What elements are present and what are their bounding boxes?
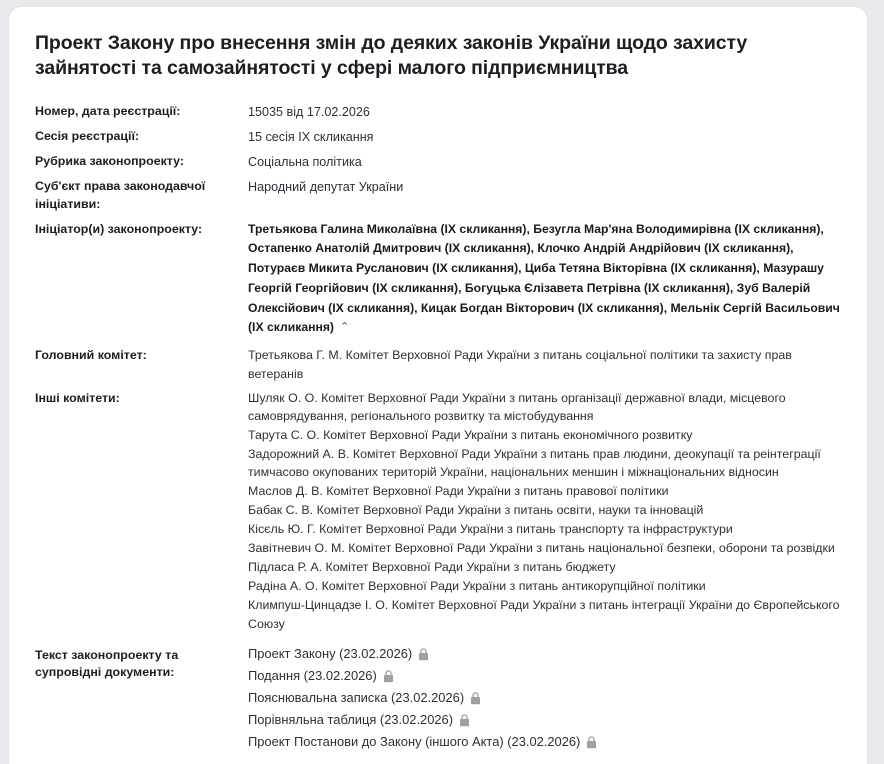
field-label-documents: Текст законопроекту та супровідні документи: [35,647,179,680]
lock-icon [470,692,481,705]
field-value-documents [248,642,841,754]
field-label-initiators: Ініціатор(и) законопроекту: [35,221,203,236]
initiators-text: Третьякова Галина Миколаївна (IX скликання), Безугла Мар'яна Володимирівна (IX скликання), Остапенко Анатолій Дмитрович (IX скликання), Клочко Андрій Андрійович (IX скликання), Потураєв Микита Русланович (IX скликання), Циба Тетяна Вікторівна (IX скликання), Мазурашу Георгій Георгійович (IX скликання), Богуцька Єлізавета Петрівна (IX скликання), Зуб Валерій Олексійович (IX скликання), Кицак Богдан Вікторович (IX скликання), Мельнік Сергій Васильович (IX скликання) [248,221,840,335]
document-link[interactable] [248,688,841,710]
lock-icon [383,670,394,683]
field-value-registration-number: 15035 від 17.02.2026 [248,104,370,119]
committee-item: Завітневич О. М. Комітет Верховної Ради України з питань національної безпеки, оборони та розвідки [248,541,835,556]
committee-item: Тарута С. О. Комітет Верховної Ради України з питань економічного розвитку [248,427,693,442]
page-title: Проект Закону про внесення змін до деяких законів України щодо захисту зайнятості та самозайнятості у сфері малого підприємництва [35,32,748,80]
bill-card [8,6,868,764]
lock-icon [459,714,470,727]
committee-item: Підласа Р. А. Комітет Верховної Ради України з питань бюджету [248,560,616,575]
field-label-other-committees: Інші комітети: [35,390,120,405]
field-label-main-committee: Головний комітет: [35,348,147,363]
field-value-other-committees [248,389,841,642]
document-label: Подання (23.02.2026) [248,668,377,684]
document-link[interactable] [248,710,841,732]
field-value-main-committee: Третьякова Г. М. Комітет Верховної Ради України з питань соціальної політики та захисту прав ветеранів [248,348,792,381]
field-value-session: 15 сесія IX скликання [248,129,374,144]
field-label-registration-number: Номер, дата реєстрації: [35,103,181,118]
document-link[interactable] [248,666,841,688]
field-label-rubric: Рубрика законопроекту: [35,154,185,169]
committee-item: Радіна А. О. Комітет Верховної Ради України з питань антикорупційної політики [248,579,706,594]
chevron-up-icon[interactable]: ⌃ [340,321,350,334]
document-label: Проект Постанови до Закону (іншого Акта) (23.02.2026) [248,734,581,750]
committee-item: Задорожний А. В. Комітет Верховної Ради України з питань прав людини, деокупації та реінтеграції тимчасово окупованих територій України, національних меншин і міжнаціональних відносин [248,446,821,480]
document-link[interactable] [248,644,841,666]
field-value-rubric: Соціальна політика [248,155,362,170]
field-label-subject: Суб'єкт права законодавчої ініціативи: [35,179,206,212]
committee-item: Климпуш-Цинцадзе І. О. Комітет Верховної Ради України з питань інтеграції України до Європейського Союзу [248,598,840,631]
committee-item: Кісєль Ю. Г. Комітет Верховної Ради України з питань транспорту та інфраструктури [248,522,733,537]
bill-metadata [35,102,841,754]
committee-item: Шуляк О. О. Комітет Верховної Ради України з питань організації державної влади, місцевого самоврядування, регіонального розвитку та містобудування [248,390,786,423]
lock-icon [586,736,597,749]
field-value-initiators [248,220,841,347]
committee-item: Бабак С. В. Комітет Верховної Ради України з питань освіти, науки та інновацій [248,503,704,518]
document-label: Проект Закону (23.02.2026) [248,646,413,662]
document-label: Порівняльна таблиця (23.02.2026) [248,712,454,728]
field-label-session: Сесія реєстрації: [35,128,140,143]
field-value-subject: Народний депутат України [248,180,404,195]
document-link[interactable] [248,732,841,754]
committee-item: Маслов Д. В. Комітет Верховної Ради України з питань правової політики [248,484,669,499]
document-label: Пояснювальна записка (23.02.2026) [248,690,465,706]
lock-icon [418,648,429,661]
